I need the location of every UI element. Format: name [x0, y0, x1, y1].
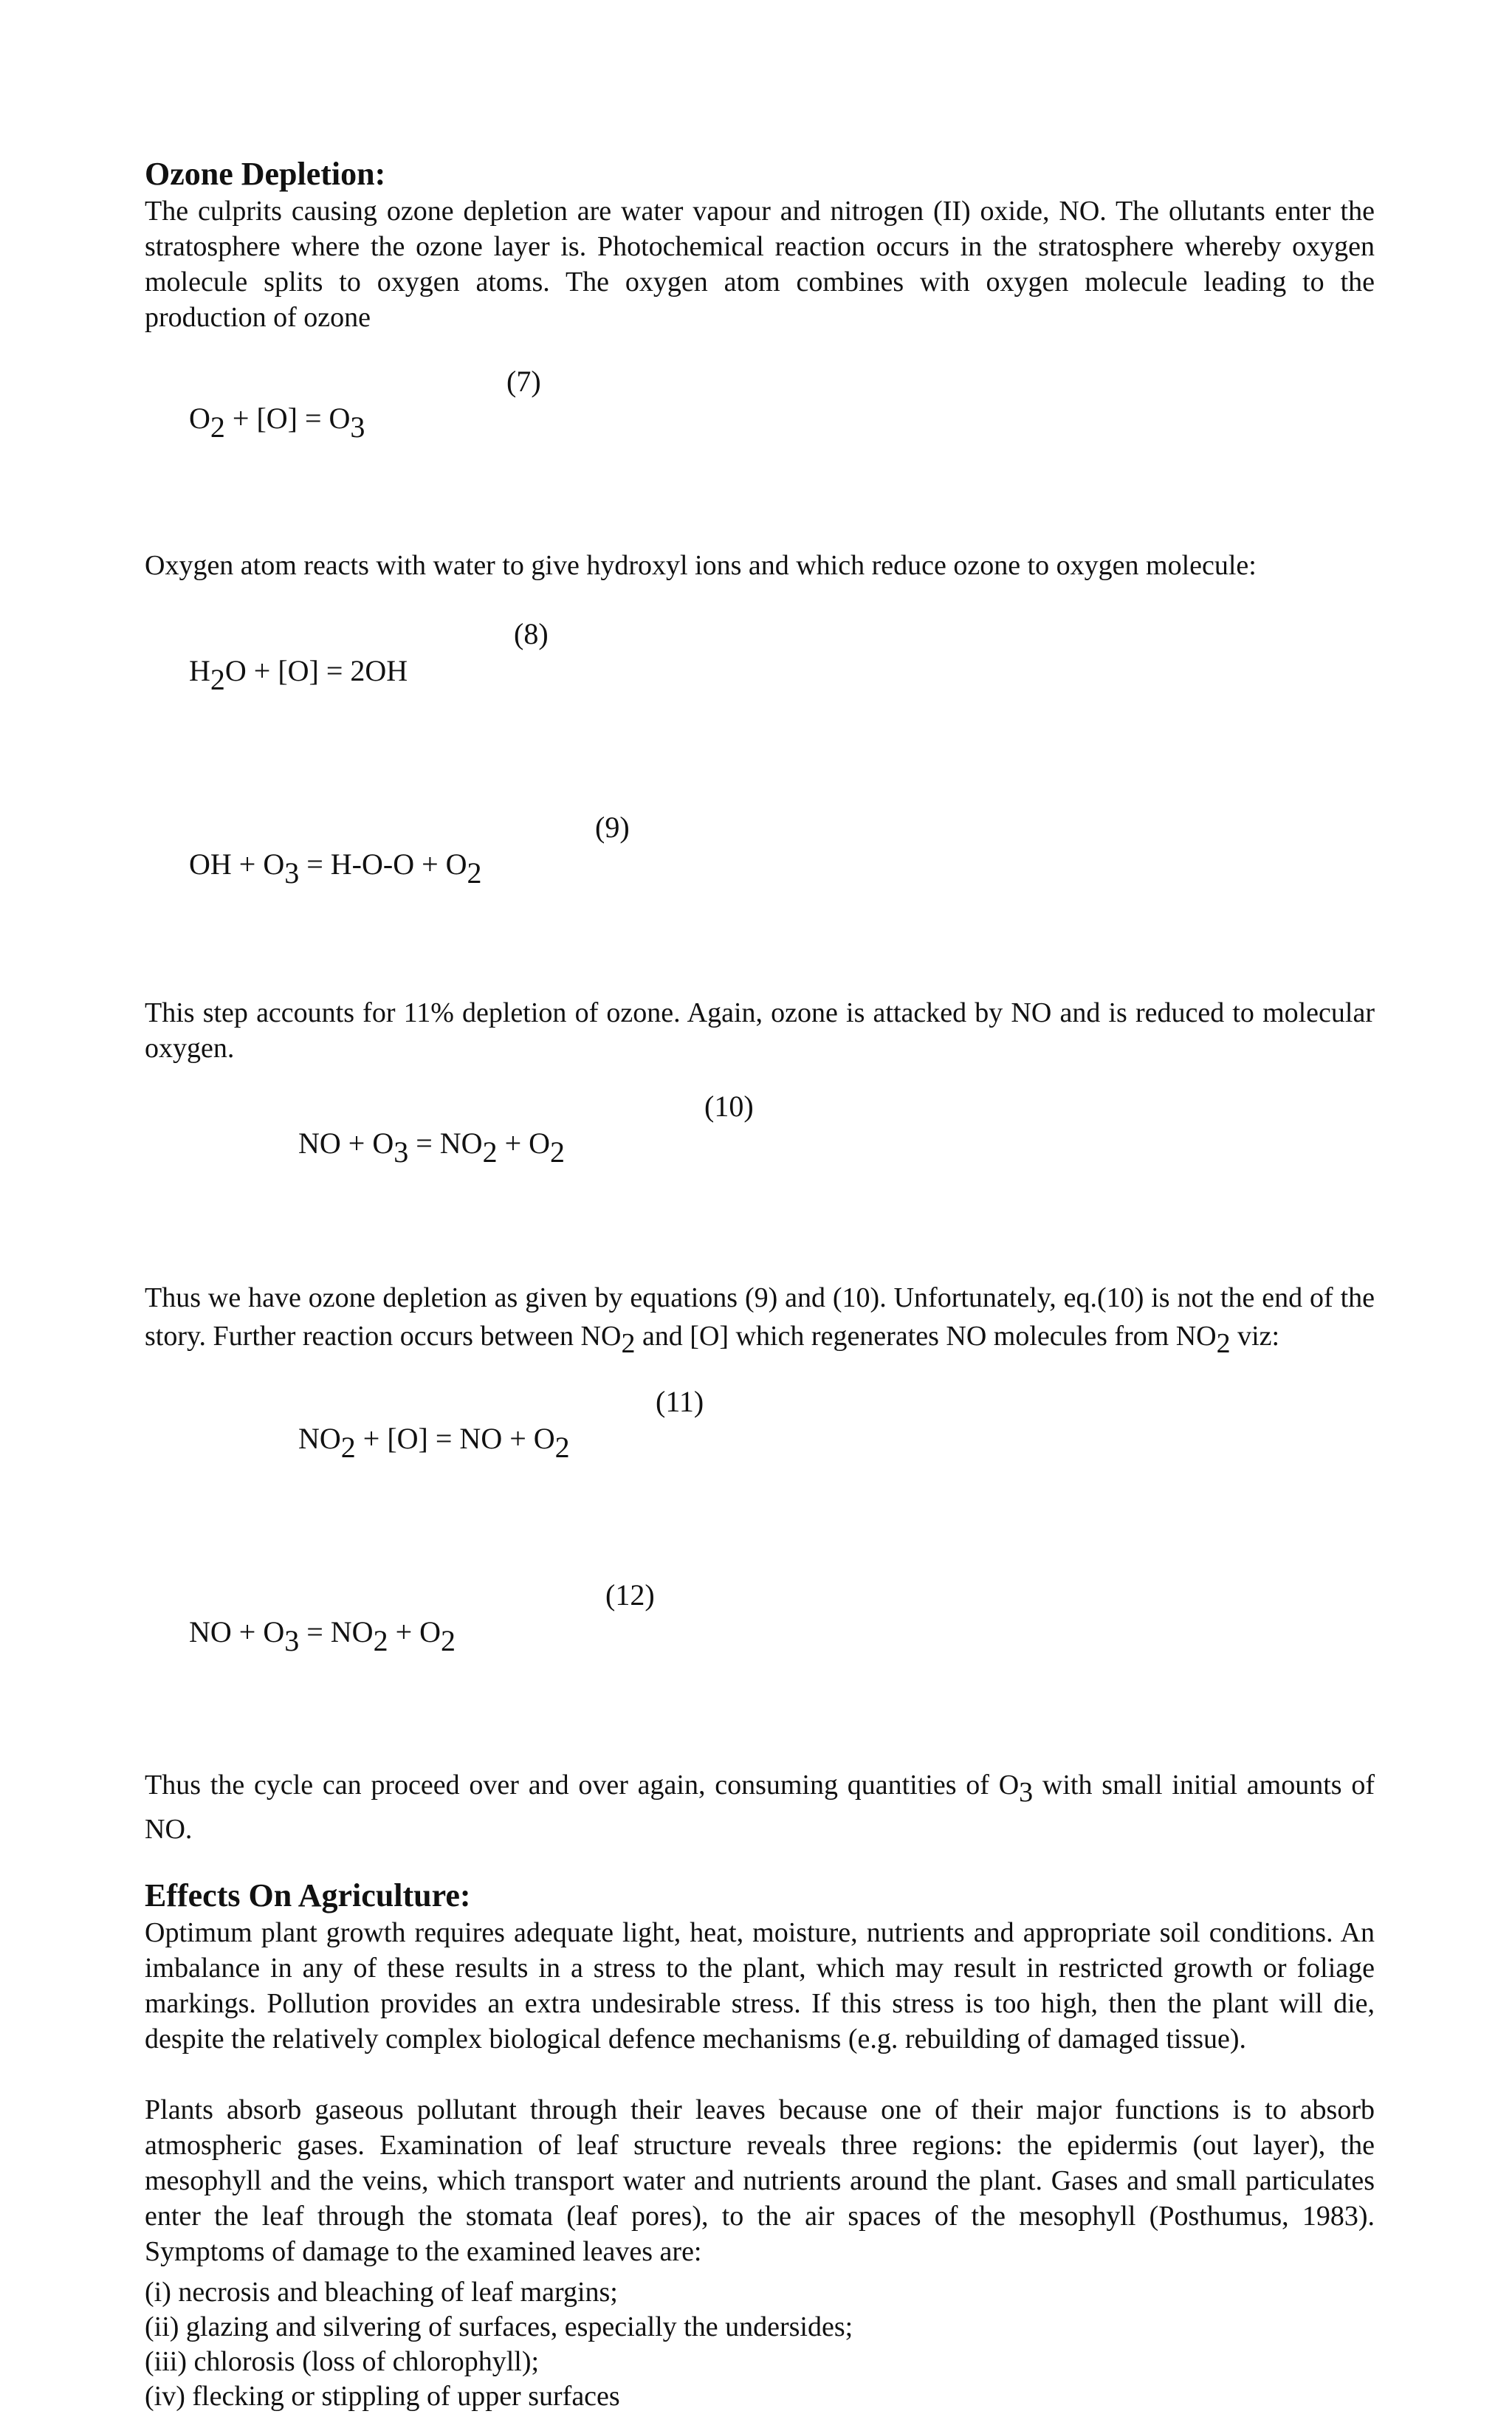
- text-subscript: 2: [1216, 1328, 1231, 1359]
- equation-subscript: 2: [373, 1624, 388, 1657]
- paragraph-cycle: [145, 1763, 1375, 1851]
- paragraph-gaseous-pollutant: Plants absorb gaseous pollutant through their leaves because one of their major functions is to absorb atmospheric gases. Examination of leaf structure reveals three regions: the epidermis (out layer), the mesophyll and the veins, which transport water and nutrients around the plant. Gases and small particulates enter the leaf through the stomata (leaf pores), to the air spaces of the mesophyll (Posthumus, 1983). Symptoms of damage to the examined leaves are:: [145, 2094, 1375, 2267]
- equation-number: (11): [656, 1385, 704, 1418]
- equation-9: [159, 809, 1375, 957]
- text-run: Thus we have ozone depletion as given by equations (9) and (10). Unfortunately, eq.(10) is not the end of the story. Further reaction occurs between NO: [145, 1282, 1375, 1352]
- equation-10: [269, 1088, 1375, 1236]
- equation-number: (12): [605, 1578, 655, 1612]
- paragraph-not-end-of-story: [145, 1279, 1375, 1359]
- equation-subscript: 3: [284, 1624, 300, 1657]
- equation-term: H: [189, 654, 210, 687]
- equation-term: = H-O-O + O: [299, 847, 467, 881]
- equation-term: + [O] = NO + O: [355, 1422, 555, 1455]
- equation-subscript: 3: [284, 856, 300, 890]
- section-heading-ozone-depletion: Ozone Depletion:: [145, 156, 386, 192]
- text-run: and [O] which regenerates NO molecules from NO: [635, 1321, 1217, 1352]
- equation-subscript: 2: [554, 1431, 570, 1464]
- equation-term: O + [O] = 2OH: [224, 654, 408, 687]
- paragraph-ozone-intro: The culprits causing ozone depletion are water vapour and nitrogen (II) oxide, NO. The ollutants enter the stratosphere where the ozone layer is. Photochemical reaction occurs in the stratosphere whereby oxygen molecule splits to oxygen atoms. The oxygen atom combines with oxygen molecule leading to the production of ozone: [145, 196, 1375, 333]
- equation-subscript: 2: [441, 1624, 456, 1657]
- equation-number: (8): [514, 617, 549, 650]
- equation-term: + O: [388, 1615, 441, 1648]
- paragraph-eleven-percent: This step accounts for 11% depletion of ozone. Again, ozone is attacked by NO and is reduced to molecular oxygen.: [145, 997, 1375, 1064]
- equation-subscript: 2: [482, 1135, 498, 1169]
- paragraph-plant-growth: Optimum plant growth requires adequate light, heat, moisture, nutrients and appropriate soil conditions. An imbalance in any of these results in a stress to the plant, which may result in restricted growth or foliage markings. Pollution provides an extra undesirable stress. If this stress is too high, then the plant will die, despite the relatively complex biological defence mechanisms (e.g. rebuilding of damaged tissue).: [145, 1917, 1375, 2054]
- equation-term: = NO: [408, 1127, 483, 1160]
- equation-subscript: 3: [394, 1135, 409, 1169]
- equation-7: [159, 363, 1375, 511]
- equation-term: NO: [298, 1422, 341, 1455]
- equation-term: NO + O: [189, 1615, 285, 1648]
- paragraph-oxygen-atom: Oxygen atom reacts with water to give hydroxyl ions and which reduce ozone to oxygen molecule:: [145, 550, 1257, 581]
- list-item: (iii) chlorosis (loss of chlorophyll);: [145, 2346, 540, 2377]
- equation-term: + [O] = O: [224, 402, 351, 435]
- text-subscript: 3: [1019, 1777, 1034, 1808]
- equation-12: [159, 1577, 1375, 1724]
- equation-subscript: 2: [467, 856, 482, 890]
- list-item: (iv) flecking or stippling of upper surfaces: [145, 2381, 620, 2412]
- text-run: Thus the cycle can proceed over and over again, consuming quantities of O: [145, 1770, 1020, 1801]
- section-heading-effects-on-agriculture: Effects On Agriculture:: [145, 1877, 471, 1913]
- equation-number: (7): [506, 365, 541, 398]
- equation-number: (10): [704, 1090, 754, 1123]
- equation-subscript: 2: [550, 1135, 566, 1169]
- text-run: with small initial amounts of NO.: [145, 1770, 1375, 1845]
- equation-term: OH + O: [189, 847, 285, 881]
- equation-term: + O: [497, 1127, 551, 1160]
- text-run: viz:: [1230, 1321, 1280, 1352]
- text-subscript: 2: [621, 1328, 636, 1359]
- equation-term: = NO: [299, 1615, 374, 1648]
- equation-8: [159, 616, 1375, 763]
- list-item: (i) necrosis and bleaching of leaf margins;: [145, 2277, 618, 2308]
- equation-11: [269, 1383, 1375, 1531]
- damage-symptoms-list: [145, 2275, 1375, 2414]
- equation-subscript: 2: [210, 663, 225, 696]
- equation-subscript: 2: [210, 410, 225, 444]
- equation-term: O: [189, 402, 210, 435]
- equation-subscript: 3: [350, 410, 365, 444]
- list-item: (ii) glazing and silvering of surfaces, especially the undersides;: [145, 2311, 853, 2342]
- document-page: [145, 155, 1375, 2414]
- equation-subscript: 2: [340, 1431, 356, 1464]
- equation-term: NO + O: [298, 1127, 394, 1160]
- equation-number: (9): [595, 811, 630, 844]
